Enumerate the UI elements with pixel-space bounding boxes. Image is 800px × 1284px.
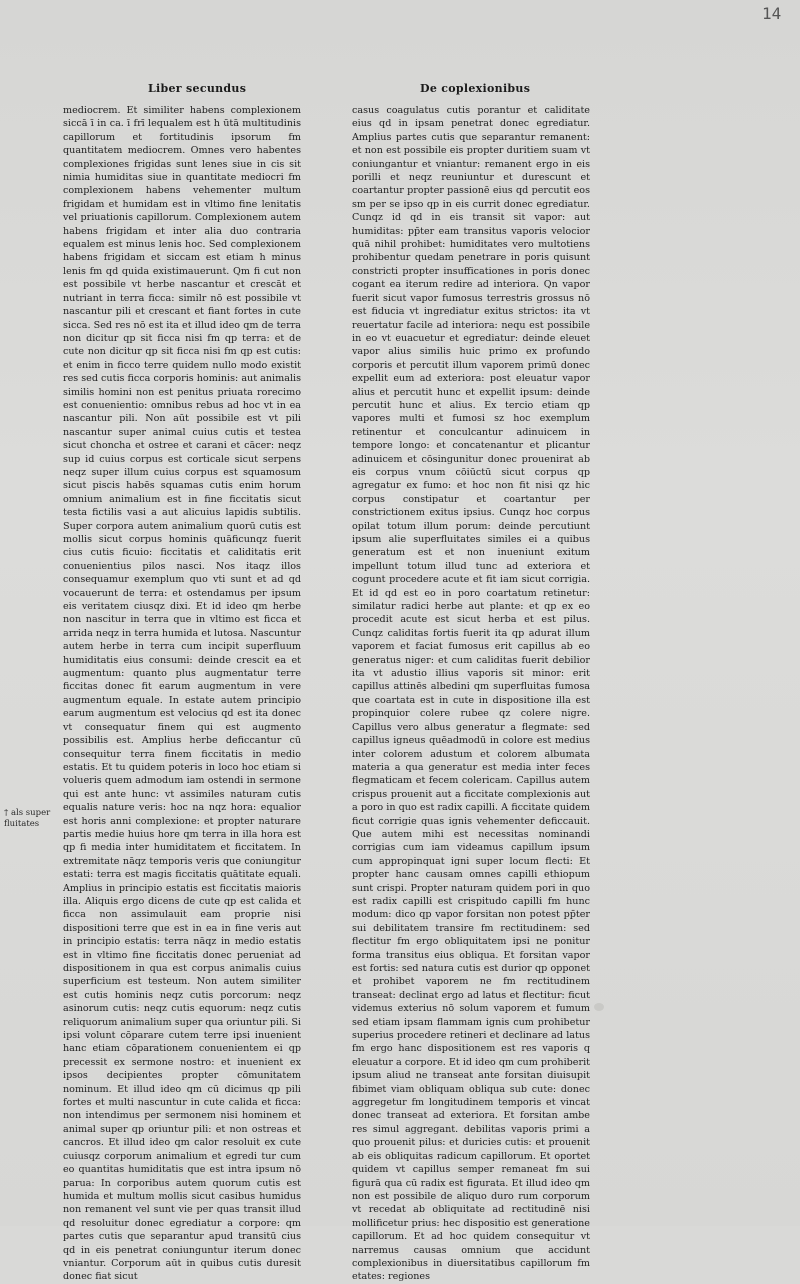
right-text-column xyxy=(352,104,590,1283)
running-head-right: De coplexionibus xyxy=(420,82,531,95)
left-column-text: mediocrem. Et similiter habens complexionem siccā ī in ca. ī frī lequalem est h ūtā multitudinis capillorum et fortitudinis ipsorum fm quantitatem mediocrem. Omnes vero habentes complexiones frigidas sunt lenes siue in cis sit nimia humiditas siue in quantitate mediocri fm complexionem habens vehementer multum frigidam et humidam est in vltimo fine lenitatis vel priuationis capillorum. Complexionem autem habens frigidam et inter alia duo contraria equalem est minus lenis hoc. Sed complexionem habens frigidam et siccam est etiam h minus lenis fm qd quida existimauerunt. Qm fi cut non est possibile vt herbe nascantur et crescāt et nutriant in terra ficca: similr nō est possibile vt nascantur pili et crescant et fiant fortes in cute sicca. Sed res nō est ita et illud ideo qm de terra non dicitur qp sit ficca nisi fm qp terra: et de cute non dicitur qp sit ficca nisi fm qp est cutis: et enim in ficco terre quidem nullo modo existit res sed cutis ficca corporis hominis: aut animalis similis homini non est penitus priuata rorecimo est conuenientio: omnibus rebus ad hoc vt in ea nascantur pili. Non aūt possibile est vt pili nascantur super animal cuius cutis et testea sicut choncha et ostree et carani et cācer: neqz sup id cuius corpus est corticale sicut serpens neqz super illum cuius corpus est squamosum sicut piscis habēs squamas cutis enim horum omnium animalium est in fine ficcitatis sicut testa fictilis vasi a aut alicuius lapidis subtilis. Super corpora autem animalium quorū cutis est mollis sicut corpus hominis quāficunqz fuerit cius cutis ficuio: ficcitatis et caliditatis erit conuenientius pilos nasci. Nos itaqz illos consequamur exemplum quo vti sunt et ad qd vocauerunt de terra: et ostendamus per ipsum eis veritatem ciusqz dixi. Et id ideo qm herbe non nascitur in terra que in vltimo est ficca et arrida neqz in terra humida et lutosa. Nascuntur autem herbe in terra cum incipit superfluum humiditatis eius consumi: deinde crescit ea et augmentum: quanto plus augmentatur terre ficcitas donec fit earum augmentum in vere augmentum equale. In estate autem principio earum augmentum est velocius qd est ita donec vt consequatur finem qui est augmento possibilis est. Amplius herbe deficcantur cū consequitur terra finem ficcitatis in medio estatis. Et tu quidem poteris in loco hoc etiam si volueris quem admodum iam ostendi in sermone qui est ante hunc: vt assimiles naturam cutis equalis nature veris: hoc na nqz hora: equalior est horis anni complexione: et propter naturare partis medie huius hore qm terra in illa hora est qp fi media inter humiditatem et ficcitatem. In extremitate nāqz temporis veris que coniungitur estati: terra est magis ficcitatis quātitate equali. Amplius in principio estatis est ficcitatis maioris illa. Aliquis ergo dicens de cute qp est calida et ficca non assimulauit eam proprie nisi dispositioni terre que est in ea in fine veris aut in principio estatis: terra nāqz in medio estatis est in vltimo fine ficcitatis donec perueniat ad dispositionem in qua est corpus animalis cuius superficium est testeum. Non autem similiter est cutis hominis neqz cutis porcorum: neqz asinorum cutis: neqz cutis equorum: neqz cutis reliquorum animalium super qua oriuntur pili. Si ipsi volunt cōparare cutem terre ipsi inuenient hanc etiam cōparationem conuenientem ei qp precessit ex sermone nostro: et inuenient ex ipsos decipientes propter cōmunitatem nominum. Et illud ideo qm cū dicimus qp pili fortes et multi nascuntur in cute calida et ficca: non intendimus per sermonem nisi hominem et animal super qp oriuntur pili: et non ostreas et cancros. Et illud ideo qm calor resoluit ex cute cuiusqz corporum animalium et egredi tur cum eo quantitas humiditatis que est intra ipsum nō parua: In corporibus autem quorum cutis est humida et multum mollis sicut casibus humidus non remanent vel sunt vie per quas transit illud qd resoluitur donec egrediatur a corpore: qm partes cutis que separantur apud transitū cius qd in eis penetrat coniunguntur iterum donec vniantur. Corporum aūt in quibus cutis duresit donec fiat sicut xyxy=(63,105,301,1283)
ink-mark xyxy=(594,1003,604,1011)
running-head-left: Liber secundus xyxy=(148,82,247,95)
right-column-text: casus coagulatus cutis porantur et caliditate eius qd in ipsam penetrat donec egrediatur. Amplius partes cutis que separantur remanent: et non est possibile eis propter duritiem suam vt coniungantur et vniantur: remanent ergo in eis porilli et neqz reuniuntur et durescunt et coartantur propter passionē eius qd percutit eos sm per se ipso qp in eis currit donec egrediatur. Cunqz id qd in eis transit sit vapor: aut humiditas: pp̄ter eam transitus vaporis velocior quā nihil prohibet: humiditates vero multotiens prohibentur quedam penetrare in poris quisunt constricti propter insufficationes in poris donec cogant ea iterum redire ad interiora. Qn vapor fuerit sicut vapor fumosus terrestris grossus nō est fiducia vt ingrediatur exitus strictos: ita vt reuertatur facile ad interiora: nequ est possibile in eo vt euacuetur et egrediatur: deinde eleuet vapor alius similis huic primo ex profundo corporis et percutit illum vaporem primū donec expellit eum ad exteriora: post eleuatur vapor alius et percutit hunc et expellit ipsum: deinde percutit hunc et alius. Ex tercio etiam qp vapores multi et fumosi sz hoc exemplum retinentur et conculcantur adinuicem in tempore longo: et concatenantur et plicantur adinuicem et cōsingunitur donec prouenirat ab eis corpus vnum cōiūctū sicut corpus qp agregatur ex fumo: et hoc non fit nisi qz hic corpus constipatur et coartantur per constrictionem exitus ipsius. Cunqz hoc corpus opilat totum illum porum: deinde percutiunt ipsum alie superfluitates similes ei a quibus generatum est et non inueniunt exitum impellunt totum illud tunc ad exteriora et cogunt procedere acute et fit iam sicut corrigia. Et id qd est eo in poro coartatum retinetur: similatur radici herbe aut plante: et qp ex eo procedit acute est sicut herba et est pilus. Cunqz caliditas fortis fuerit ita qp adurat illum vaporem et faciat fumosus erit capillus ab eo generatus niger: et cum caliditas fuerit debilior ita vt adustio illius vaporis sit minor: erit capillus attinēs albedini qm superfluitas fumosa que coartata est in cute in dispositione illa est propinquior colere rubee qz colere nigre. Capillus vero albus generatur a flegmate: sed capillus igneus quēadmodū in colore est medius inter colorem adustum et colorem albumata materia a qua generatur est media inter feces flegmaticam et fecem colericam. Capillus autem crispus prouenit aut a ficcitate complexionis aut a poro in quo est radix capilli. A ficcitate quidem ficut corrigie quas ignis vehementer deficcauit. Que autem mihi est necessitas nominandi corrigias cum iam videamus capillum ipsum cum appropinquat igni super locum flecti: Et propter hanc causam omnes capilli ethiopum sunt crispi. Propter naturam quidem pori in quo est radix capilli est crispitudo capilli fm hunc modum: dico qp vapor forsitan non potest pp̄ter sui debilitatem transire fm rectitudinem: sed flectitur fm ergo obliquitatem ipsi ne ponitur forma transitus eius obliqua. Et forsitan vapor est fortis: sed natura cutis est durior qp opponet et prohibet vaporem ne fm rectitudinem transeat: declinat ergo ad latus et flectitur: ficut videmus exterius nō solum vaporem et fumum sed etiam ipsam flammam ignis cum prohibetur superius procedere retineri et declinare ad latus fm ergo hanc dispositionem est res vaporis q eleuatur a corpore. Et id ideo qm cum prohiberit ipsum aliud ne transeat ante forsitan diuisupit fibimet viam obliquam obliqua sub cute: donec aggregetur fm longitudinem temporis et vincat donec transeat ad exteriora. Et forsitan ambe res simul aggregant. debilitas vaporis primi a quo prouenit pilus: et duricies cutis: et prouenit ab eis obliquitas radicum capillorum. Et oportet quidem vt capillus semper remaneat fm sui figurā qua cū radix est figurata. Et illud ideo qm non est possibile de aliquo duro rum corporum vt recedat ab obliquitate ad rectitudinē nisi mollificetur prius: hec dispositio est generatione capillorum. Et ad hoc quidem consequitur vt narremus causas omnium que accidunt complexionibus in diuersitatibus capillorum fm etates: regiones xyxy=(352,105,590,1283)
margin-note: † als super fluitates xyxy=(4,808,51,829)
left-text-column xyxy=(63,104,301,1283)
folio-number: 14 xyxy=(762,4,782,23)
